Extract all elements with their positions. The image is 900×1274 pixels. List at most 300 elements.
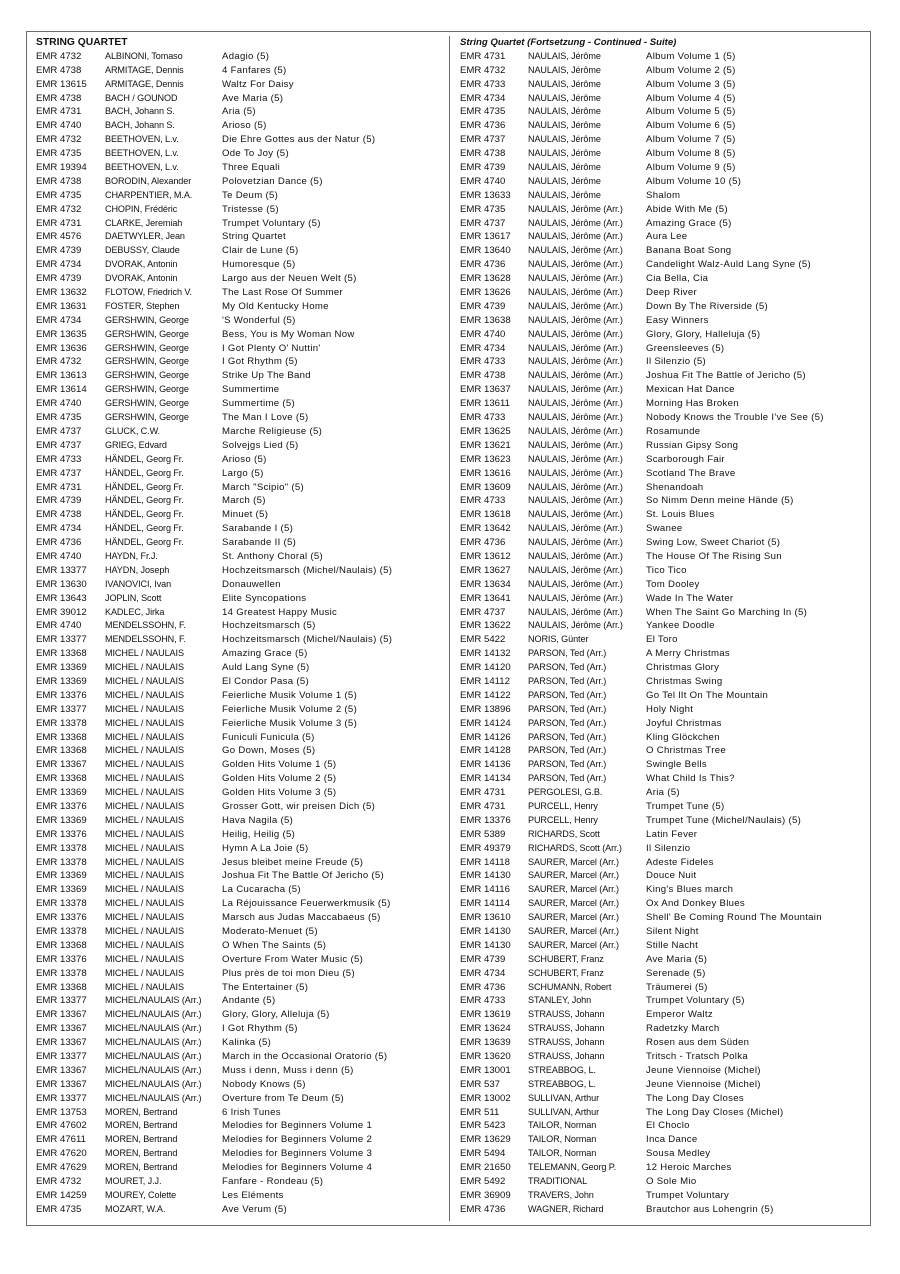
catalog-entry xyxy=(36,105,446,119)
work-title: Three Equali xyxy=(222,162,280,174)
catalog-number: EMR 13621 xyxy=(460,439,511,451)
catalog-entry xyxy=(460,592,868,606)
catalog-number: EMR 4733 xyxy=(36,453,82,465)
catalog-entry xyxy=(36,217,446,231)
catalog-entry xyxy=(36,717,446,731)
catalog-entry xyxy=(36,842,446,856)
work-title: El Choclo xyxy=(646,1120,690,1132)
catalog-entry xyxy=(460,1119,868,1133)
composer-name: SCHUBERT, Franz xyxy=(528,953,604,964)
composer-name: ARMITAGE, Dennis xyxy=(105,64,184,75)
catalog-entry xyxy=(460,258,868,272)
catalog-entry xyxy=(36,1119,446,1133)
catalog-entry xyxy=(460,1078,868,1092)
catalog-entry xyxy=(460,564,868,578)
catalog-number: EMR 4733 xyxy=(460,356,506,368)
work-title: King's Blues march xyxy=(646,884,734,896)
composer-name: RICHARDS, Scott (Arr.) xyxy=(528,842,622,853)
composer-name: STREABBOG, L. xyxy=(528,1064,596,1075)
catalog-number: EMR 4740 xyxy=(36,398,82,410)
catalog-number: EMR 537 xyxy=(460,1078,500,1090)
composer-name: MOREN, Bertrand xyxy=(105,1162,178,1173)
work-title: Fanfare - Rondeau (5) xyxy=(222,1176,324,1188)
work-title: Waltz For Daisy xyxy=(222,78,294,90)
composer-name: NAULAIS, Jérôme (Arr.) xyxy=(528,217,623,228)
work-title: My Old Kentucky Home xyxy=(222,300,329,312)
work-title: Christmas Swing xyxy=(646,675,723,687)
catalog-number: EMR 5389 xyxy=(460,828,506,840)
catalog-number: EMR 13620 xyxy=(460,1051,511,1063)
catalog-number: EMR 13615 xyxy=(36,78,87,90)
work-title: El Condor Pasa (5) xyxy=(222,675,309,687)
catalog-entry xyxy=(36,1175,446,1189)
work-title: Trumpet Voluntary xyxy=(646,1189,730,1201)
composer-name: NAULAIS, Jérôme (Arr.) xyxy=(528,203,623,214)
catalog-entry xyxy=(36,453,446,467)
composer-name: MICHEL / NAULAIS xyxy=(105,731,184,742)
catalog-entry xyxy=(460,1008,868,1022)
catalog-entry xyxy=(460,800,868,814)
composer-name: STREABBOG, L. xyxy=(528,1078,596,1089)
catalog-entry xyxy=(460,328,868,342)
work-title: Joshua Fit The Battle Of Jericho (5) xyxy=(222,870,385,882)
composer-name: MICHEL / NAULAIS xyxy=(105,675,184,686)
catalog-number: EMR 4740 xyxy=(36,620,82,632)
work-title: Album Volume 4 (5) xyxy=(646,92,736,104)
catalog-number: EMR 14112 xyxy=(460,675,510,687)
catalog-number: EMR 13368 xyxy=(36,939,87,951)
work-title: Largo (5) xyxy=(222,467,264,479)
work-title: Cia Bella, Cia xyxy=(646,273,709,285)
catalog-entry xyxy=(460,856,868,870)
work-title: La Cucaracha (5) xyxy=(222,884,301,896)
composer-name: MICHEL/NAULAIS (Arr.) xyxy=(105,1009,202,1020)
work-title: O Sole Mio xyxy=(646,1176,697,1188)
work-title: Plus près de toi mon Dieu (5) xyxy=(222,967,355,979)
catalog-entry xyxy=(36,50,446,64)
catalog-number: EMR 13377 xyxy=(36,1051,87,1063)
composer-name: MICHEL/NAULAIS (Arr.) xyxy=(105,1037,202,1048)
catalog-entry xyxy=(36,578,446,592)
catalog-number: EMR 13635 xyxy=(36,328,87,340)
catalog-number: EMR 13641 xyxy=(460,592,511,604)
catalog-number: EMR 4732 xyxy=(36,203,82,215)
composer-name: MICHEL / NAULAIS xyxy=(105,981,184,992)
composer-name: NAULAIS, Jérôme xyxy=(528,64,601,75)
composer-name: CLARKE, Jeremiah xyxy=(105,217,183,228)
catalog-number: EMR 13367 xyxy=(36,1023,87,1035)
work-title: Feierliche Musik Volume 2 (5) xyxy=(222,703,358,715)
catalog-number: EMR 13377 xyxy=(36,703,87,715)
catalog-entry xyxy=(460,1106,868,1120)
work-title: La Réjouissance Feuerwerkmusik (5) xyxy=(222,898,391,910)
catalog-entry xyxy=(36,133,446,147)
work-title: Summertime (5) xyxy=(222,398,295,410)
catalog-entry xyxy=(36,731,446,745)
composer-name: NAULAIS, Jérôme (Arr.) xyxy=(528,231,623,242)
composer-name: HAYDN, Fr.J. xyxy=(105,550,158,561)
catalog-number: EMR 4739 xyxy=(36,495,82,507)
catalog-entry xyxy=(36,494,446,508)
work-title: Shell' Be Coming Round The Mountain xyxy=(646,912,822,924)
composer-name: SCHUMANN, Robert xyxy=(528,981,612,992)
catalog-number: EMR 13619 xyxy=(460,1009,511,1021)
composer-name: NAULAIS, Jérôme (Arr.) xyxy=(528,495,623,506)
composer-name: SAURER, Marcel (Arr.) xyxy=(528,856,619,867)
catalog-entry xyxy=(460,967,868,981)
catalog-number: EMR 14126 xyxy=(460,731,511,743)
catalog-number: EMR 4731 xyxy=(460,50,506,62)
catalog-number: EMR 13643 xyxy=(36,592,87,604)
composer-name: MICHEL/NAULAIS (Arr.) xyxy=(105,1023,202,1034)
catalog-number: EMR 4735 xyxy=(36,189,82,201)
work-title: Melodies for Beginners Volume 3 xyxy=(222,1148,373,1160)
catalog-entry xyxy=(460,981,868,995)
catalog-entry xyxy=(460,355,868,369)
catalog-entry xyxy=(460,453,868,467)
catalog-entry xyxy=(36,467,446,481)
composer-name: MICHEL / NAULAIS xyxy=(105,898,184,909)
catalog-number: EMR 4736 xyxy=(36,537,82,549)
catalog-number: EMR 4740 xyxy=(460,175,506,187)
catalog-entry xyxy=(460,244,868,258)
work-title: Deep River xyxy=(646,287,697,299)
catalog-entry xyxy=(36,994,446,1008)
work-title: Nobody Knows the Trouble I've See (5) xyxy=(646,412,824,424)
work-title: Andante (5) xyxy=(222,995,276,1007)
catalog-number: EMR 4734 xyxy=(460,92,506,104)
work-title: Album Volume 6 (5) xyxy=(646,120,736,132)
catalog-entry xyxy=(460,147,868,161)
composer-name: WAGNER, Richard xyxy=(528,1203,604,1214)
composer-name: STRAUSS, Johann xyxy=(528,1009,605,1020)
catalog-entry xyxy=(36,772,446,786)
catalog-number: EMR 4736 xyxy=(460,120,506,132)
work-title: Amazing Grace (5) xyxy=(646,217,732,229)
catalog-number: EMR 13639 xyxy=(460,1037,511,1049)
catalog-number: EMR 4737 xyxy=(36,439,82,451)
composer-name: MICHEL/NAULAIS (Arr.) xyxy=(105,995,202,1006)
catalog-number: EMR 13376 xyxy=(460,814,511,826)
catalog-number: EMR 4739 xyxy=(36,273,82,285)
catalog-entry xyxy=(36,786,446,800)
left-column xyxy=(36,36,446,1217)
composer-name: TRADITIONAL xyxy=(528,1176,588,1187)
composer-name: NAULAIS, Jérôme (Arr.) xyxy=(528,620,623,631)
composer-name: BEETHOVEN, L.v. xyxy=(105,148,179,159)
catalog-entry xyxy=(460,842,868,856)
catalog-number: EMR 19394 xyxy=(36,162,87,174)
work-title: Album Volume 7 (5) xyxy=(646,134,736,146)
catalog-entry xyxy=(460,911,868,925)
composer-name: DAETWYLER, Jean xyxy=(105,231,185,242)
composer-name: MICHEL / NAULAIS xyxy=(105,967,184,978)
catalog-entry xyxy=(460,425,868,439)
work-title: Holy Night xyxy=(646,703,694,715)
catalog-entry xyxy=(36,647,446,661)
catalog-number: EMR 4736 xyxy=(460,1203,506,1215)
catalog-number: EMR 14136 xyxy=(460,759,511,771)
catalog-entry xyxy=(36,64,446,78)
work-title: Tritsch - Tratsch Polka xyxy=(646,1051,748,1063)
composer-name: MICHEL / NAULAIS xyxy=(105,800,184,811)
catalog-number: EMR 4734 xyxy=(460,967,506,979)
catalog-entry xyxy=(36,564,446,578)
work-title: Solvejgs Lied (5) xyxy=(222,439,299,451)
catalog-number: EMR 4735 xyxy=(36,412,82,424)
work-title: Album Volume 10 (5) xyxy=(646,175,742,187)
composer-name: HÄNDEL, Georg Fr. xyxy=(105,537,184,548)
composer-name: BACH, Johann S. xyxy=(105,120,175,131)
catalog-number: EMR 4739 xyxy=(460,300,506,312)
work-title: Funiculi Funicula (5) xyxy=(222,731,315,743)
work-title: Aria (5) xyxy=(646,787,680,799)
composer-name: NAULAIS, Jérôme (Arr.) xyxy=(528,606,623,617)
work-title: Golden Hits Volume 2 (5) xyxy=(222,773,337,785)
work-title: Heilig, Heilig (5) xyxy=(222,828,296,840)
composer-name: JOPLIN, Scott xyxy=(105,592,162,603)
catalog-entry xyxy=(460,925,868,939)
work-title: Tristesse (5) xyxy=(222,203,279,215)
work-title: 6 Irish Tunes xyxy=(222,1106,281,1118)
work-title: Bess, You is My Woman Now xyxy=(222,328,355,340)
work-title: Ave Maria (5) xyxy=(646,953,708,965)
composer-name: NAULAIS, Jérôme (Arr.) xyxy=(528,300,623,311)
catalog-entry xyxy=(36,758,446,772)
catalog-number: EMR 4731 xyxy=(36,106,82,118)
composer-name: STRAUSS, Johann xyxy=(528,1037,605,1048)
work-title: Swing Low, Sweet Chariot (5) xyxy=(646,537,781,549)
catalog-number: EMR 4735 xyxy=(460,106,506,118)
catalog-number: EMR 4736 xyxy=(460,537,506,549)
catalog-entry xyxy=(36,661,446,675)
work-title: A Merry Christmas xyxy=(646,648,730,660)
work-title: Serenade (5) xyxy=(646,967,706,979)
catalog-number: EMR 13640 xyxy=(460,245,511,257)
work-title: Album Volume 9 (5) xyxy=(646,162,736,174)
work-title: O When The Saints (5) xyxy=(222,939,327,951)
catalog-entry xyxy=(460,133,868,147)
composer-name: STANLEY, John xyxy=(528,995,592,1006)
composer-name: HÄNDEL, Georg Fr. xyxy=(105,495,184,506)
catalog-entry xyxy=(36,1203,446,1217)
composer-name: MICHEL/NAULAIS (Arr.) xyxy=(105,1092,202,1103)
composer-name: NAULAIS, Jérôme (Arr.) xyxy=(528,287,623,298)
catalog-entry xyxy=(460,217,868,231)
work-title: Sousa Medley xyxy=(646,1148,711,1160)
work-title: Yankee Doodle xyxy=(646,620,715,632)
catalog-entry xyxy=(460,342,868,356)
section-title: STRING QUARTET xyxy=(36,37,128,48)
catalog-number: EMR 5422 xyxy=(460,634,506,646)
catalog-number: EMR 4737 xyxy=(460,134,506,146)
catalog-entry xyxy=(36,439,446,453)
work-title: 4 Fanfares (5) xyxy=(222,64,287,76)
catalog-entry xyxy=(36,203,446,217)
work-title: Largo aus der Neuen Welt (5) xyxy=(222,273,357,285)
work-title: Feierliche Musik Volume 3 (5) xyxy=(222,717,358,729)
work-title: Tom Dooley xyxy=(646,578,700,590)
catalog-entry xyxy=(36,800,446,814)
catalog-number: EMR 13637 xyxy=(460,384,511,396)
catalog-number: EMR 13377 xyxy=(36,1092,87,1104)
catalog-number: EMR 13896 xyxy=(460,703,511,715)
catalog-number: EMR 4734 xyxy=(36,523,82,535)
composer-name: MOURET, J.J. xyxy=(105,1176,162,1187)
catalog-entry xyxy=(460,1092,868,1106)
composer-name: NAULAIS, Jérôme (Arr.) xyxy=(528,453,623,464)
catalog-entry xyxy=(36,508,446,522)
catalog-entry xyxy=(460,689,868,703)
catalog-entry xyxy=(36,869,446,883)
work-title: Swanee xyxy=(646,523,683,535)
work-title: Marsch aus Judas Maccabaeus (5) xyxy=(222,912,381,924)
catalog-number: EMR 4731 xyxy=(460,787,506,799)
catalog-entry xyxy=(460,814,868,828)
composer-name: SCHUBERT, Franz xyxy=(528,967,604,978)
composer-name: NAULAIS, Jérôme (Arr.) xyxy=(528,509,623,520)
work-title: Hochzeitsmarsch (5) xyxy=(222,620,316,632)
catalog-entry xyxy=(460,161,868,175)
composer-name: MOREN, Bertrand xyxy=(105,1120,178,1131)
catalog-entry xyxy=(36,536,446,550)
catalog-number: EMR 21650 xyxy=(460,1162,511,1174)
composer-name: BORODIN, Alexander xyxy=(105,175,192,186)
catalog-number: EMR 13377 xyxy=(36,564,87,576)
composer-name: NAULAIS, Jérôme xyxy=(528,50,601,61)
composer-name: NAULAIS, Jérôme (Arr.) xyxy=(528,342,623,353)
catalog-number: EMR 4739 xyxy=(36,245,82,257)
catalog-entry xyxy=(460,522,868,536)
composer-name: MOUREY, Colette xyxy=(105,1189,177,1200)
catalog-number: EMR 47629 xyxy=(36,1162,87,1174)
work-title: Swingle Bells xyxy=(646,759,707,771)
catalog-entry xyxy=(460,897,868,911)
composer-name: MICHEL / NAULAIS xyxy=(105,662,184,673)
catalog-number: EMR 13368 xyxy=(36,731,87,743)
catalog-number: EMR 5423 xyxy=(460,1120,506,1132)
catalog-number: EMR 13638 xyxy=(460,314,511,326)
work-title: Trumpet Voluntary (5) xyxy=(646,995,745,1007)
work-title: 'S Wonderful (5) xyxy=(222,314,296,326)
catalog-number: EMR 4732 xyxy=(460,64,506,76)
catalog-number: EMR 4739 xyxy=(460,162,506,174)
composer-name: MOZART, W.A. xyxy=(105,1203,166,1214)
catalog-entry xyxy=(460,467,868,481)
catalog-entry xyxy=(460,286,868,300)
work-title: Christmas Glory xyxy=(646,662,720,674)
catalog-number: EMR 13367 xyxy=(36,1064,87,1076)
catalog-number: EMR 14130 xyxy=(460,870,511,882)
catalog-entry xyxy=(36,147,446,161)
composer-name: NAULAIS, Jérôme (Arr.) xyxy=(528,550,623,561)
work-title: Il Silenzio (5) xyxy=(646,356,706,368)
work-title: Album Volume 5 (5) xyxy=(646,106,736,118)
catalog-number: EMR 13002 xyxy=(460,1092,511,1104)
catalog-entry xyxy=(36,230,446,244)
catalog-entry xyxy=(460,189,868,203)
work-title: Candelight Walz-Auld Lang Syne (5) xyxy=(646,259,812,271)
work-title: Brautchor aus Lohengrin (5) xyxy=(646,1203,774,1215)
catalog-entry xyxy=(460,494,868,508)
work-title: Hochzeitsmarsch (Michel/Naulais) (5) xyxy=(222,634,393,646)
catalog-number: EMR 13378 xyxy=(36,717,87,729)
catalog-number: EMR 13622 xyxy=(460,620,511,632)
catalog-number: EMR 13628 xyxy=(460,273,511,285)
work-title: 14 Greatest Happy Music xyxy=(222,606,338,618)
catalog-entry xyxy=(460,272,868,286)
catalog-number: EMR 4740 xyxy=(36,550,82,562)
composer-name: NAULAIS, Jérôme xyxy=(528,134,601,145)
catalog-entry xyxy=(36,272,446,286)
catalog-number: EMR 13369 xyxy=(36,662,87,674)
work-title: Banana Boat Song xyxy=(646,245,732,257)
catalog-number: EMR 4732 xyxy=(36,356,82,368)
catalog-number: EMR 4737 xyxy=(36,467,82,479)
work-title: I Got Plenty O' Nuttin' xyxy=(222,342,321,354)
composer-name: HÄNDEL, Georg Fr. xyxy=(105,453,184,464)
work-title: Overture From Water Music (5) xyxy=(222,953,364,965)
composer-name: MICHEL / NAULAIS xyxy=(105,773,184,784)
catalog-number: EMR 36909 xyxy=(460,1189,511,1201)
work-title: So Nimm Denn meine Hände (5) xyxy=(646,495,794,507)
work-title: Donauwellen xyxy=(222,578,281,590)
catalog-number: EMR 14132 xyxy=(460,648,511,660)
work-title: The Man I Love (5) xyxy=(222,412,309,424)
composer-name: NAULAIS, Jérôme (Arr.) xyxy=(528,273,623,284)
work-title: Adagio (5) xyxy=(222,50,270,62)
catalog-entry xyxy=(36,1008,446,1022)
work-title: Te Deum (5) xyxy=(222,189,279,201)
catalog-entry xyxy=(36,925,446,939)
catalog-entry xyxy=(460,300,868,314)
composer-name: GRIEG, Edvard xyxy=(105,439,167,450)
composer-name: MICHEL/NAULAIS (Arr.) xyxy=(105,1064,202,1075)
work-title: The House Of The Rising Sun xyxy=(646,550,782,562)
catalog-number: EMR 4731 xyxy=(460,800,506,812)
work-title: Scotland The Brave xyxy=(646,467,736,479)
composer-name: HÄNDEL, Georg Fr. xyxy=(105,509,184,520)
work-title: Elite Syncopations xyxy=(222,592,307,604)
catalog-entry xyxy=(36,161,446,175)
section-title-continued: String Quartet (Fortsetzung - Continued - Suite) xyxy=(460,37,677,48)
work-title: Les Eléments xyxy=(222,1189,284,1201)
catalog-entry xyxy=(460,619,868,633)
composer-name: NAULAIS, Jérôme (Arr.) xyxy=(528,398,623,409)
work-title: Rosen aus dem Süden xyxy=(646,1037,750,1049)
catalog-number: EMR 4735 xyxy=(36,148,82,160)
catalog-entry xyxy=(36,300,446,314)
catalog-number: EMR 4738 xyxy=(36,64,82,76)
catalog-entry xyxy=(36,92,446,106)
composer-name: HÄNDEL, Georg Fr. xyxy=(105,467,184,478)
catalog-entry xyxy=(36,1064,446,1078)
catalog-entry xyxy=(36,397,446,411)
composer-name: NAULAIS, Jérôme xyxy=(528,189,601,200)
catalog-entry xyxy=(460,175,868,189)
work-title: Stille Nacht xyxy=(646,939,699,951)
work-title: Easy Winners xyxy=(646,314,709,326)
catalog-number: EMR 13378 xyxy=(36,926,87,937)
catalog-entry xyxy=(460,869,868,883)
catalog-entry xyxy=(460,1189,868,1203)
work-title: Melodies for Beginners Volume 2 xyxy=(222,1134,373,1146)
work-title: Moderato-Menuet (5) xyxy=(222,926,318,937)
catalog-number: EMR 4736 xyxy=(460,259,506,271)
composer-name: MICHEL / NAULAIS xyxy=(105,689,184,700)
composer-name: PARSON, Ted (Arr.) xyxy=(528,759,607,770)
work-title: Abide With Me (5) xyxy=(646,203,728,215)
